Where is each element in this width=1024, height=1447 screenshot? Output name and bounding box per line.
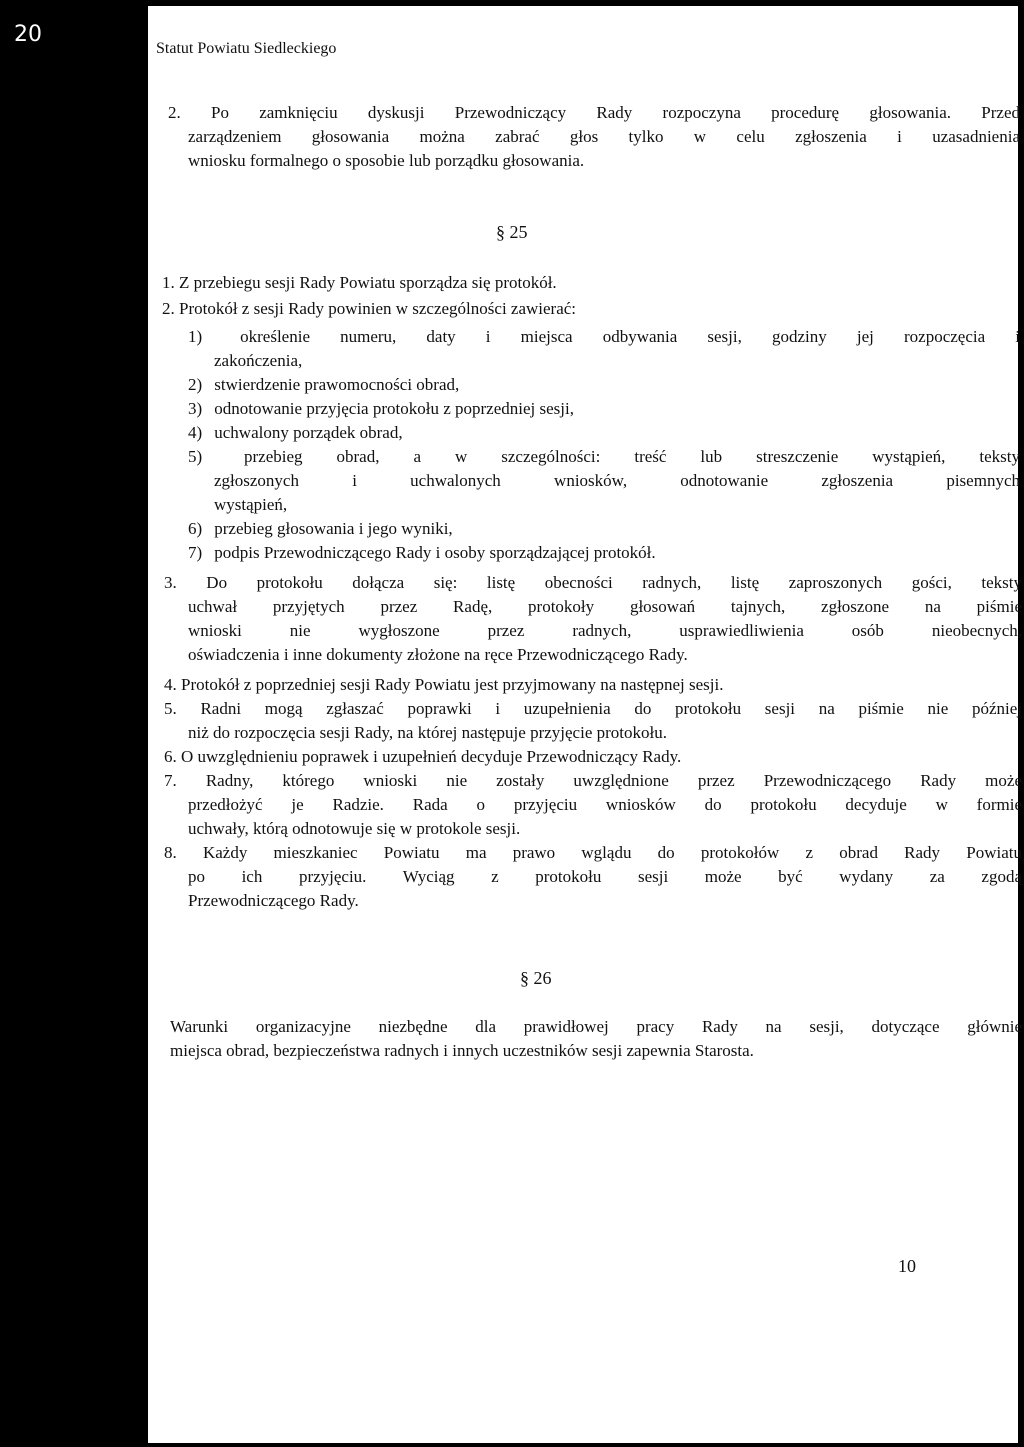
text-line: wnioski nie wygłoszone przez radnych, usprawiedliwienia osób nieobecnych, [188, 621, 1022, 640]
text-line: 3. Do protokołu dołącza się: listę obecności radnych, listę zaproszonych gości, teksty [164, 573, 1022, 592]
item-7-continuation: uchwały, którą odnotowuje się w protokole sesji. [188, 819, 521, 838]
item-6: 6. O uwzględnieniu poprawek i uzupełnień decyduje Przewodniczący Rady. [164, 747, 682, 766]
item-2-intro: 2. Protokół z sesji Rady powinien w szczególności zawierać: [162, 299, 577, 318]
text-line: zarządzeniem głosowania można zabrać głos tylko w celu zgłoszenia i uzasadnienia [188, 127, 1020, 146]
text-line: uchwał przyjętych przez Radę, protokoły głosowań tajnych, zgłoszone na piśmie [188, 597, 1022, 616]
scan-left-margin [0, 0, 148, 1447]
item-8: 8. Każdy mieszkaniec Powiatu ma prawo wglądu do protokołów z obrad Rady Powiatu [164, 843, 1022, 862]
text-line: oświadczenia i inne dokumenty złożone na ręce Przewodniczącego Rady. [188, 645, 688, 664]
handwritten-page-mark: 20 [14, 22, 42, 47]
running-header: Statut Powiatu Siedleckiego [156, 40, 337, 57]
item-8-continuation: Przewodniczącego Rady. [188, 891, 359, 910]
text-line: Warunki organizacyjne niezbędne dla prawidłowej pracy Rady na sesji, dotyczące głównie [170, 1017, 1022, 1036]
list-item: 2) stwierdzenie prawomocności obrad, [188, 375, 460, 394]
section-25-body [162, 272, 1022, 316]
item-5-continuation: niż do rozpoczęcia sesji Rady, na której następuje przyjęcie protokołu. [188, 723, 667, 742]
item-7-continuation: przedłożyć je Radzie. Rada o przyjęciu wniosków do protokołu decyduje w formie [188, 795, 1022, 814]
item-1: 1. Z przebiegu sesji Rady Powiatu sporządza się protokół. [162, 273, 557, 292]
items-4-to-8 [164, 674, 1022, 910]
list-item: 1) określenie numeru, daty i miejsca odbywania sesji, godziny jej rozpoczęcia i [188, 327, 1021, 346]
list-item-continuation: zakończenia, [214, 351, 303, 370]
item-7: 7. Radny, którego wnioski nie zostały uwzględnione przez Przewodniczącego Rady może [164, 771, 1022, 790]
document-page [148, 6, 1022, 1443]
section-25-heading: § 25 [496, 222, 528, 242]
text-line: wniosku formalnego o sposobie lub porządku głosowania. [188, 151, 585, 170]
item-5: 5. Radni mogą zgłaszać poprawki i uzupełnienia do protokołu sesji na piśmie nie później [164, 699, 1022, 718]
text-line: miejsca obrad, bezpieczeństwa radnych i innych uczestników sesji zapewnia Starosta. [170, 1041, 754, 1060]
page-number-footer: 10 [898, 1256, 916, 1276]
scan-bottom-edge [0, 1443, 1024, 1447]
item-4: 4. Protokół z poprzedniej sesji Rady Powiatu jest przyjmowany na następnej sesji. [164, 675, 724, 694]
list-item: 6) przebieg głosowania i jego wyniki, [188, 519, 453, 538]
list-item: 7) podpis Przewodniczącego Rady i osoby sporządzającej protokół. [188, 543, 656, 562]
item-2-list [188, 326, 1021, 562]
item-8-continuation: po ich przyjęciu. Wyciąg z protokołu sesji może być wydany za zgodą [188, 867, 1022, 886]
text-line: 2. Po zamknięciu dyskusji Przewodniczący Rady rozpoczyna procedurę głosowania. Przed [168, 103, 1020, 122]
list-item: 5) przebieg obrad, a w szczególności: treść lub streszczenie wystąpień, teksty [188, 447, 1021, 466]
list-item: 4) uchwalony porządek obrad, [188, 423, 403, 442]
section-26-body [170, 1016, 1022, 1060]
section-26-heading: § 26 [520, 968, 552, 988]
paragraph-24-item-2 [168, 102, 1020, 168]
list-item: 3) odnotowanie przyjęcia protokołu z poprzedniej sesji, [188, 399, 574, 418]
list-item-continuation: zgłoszonych i uchwalonych wniosków, odnotowanie zgłoszenia pisemnych [214, 471, 1020, 490]
list-item-continuation: wystąpień, [214, 495, 288, 514]
item-3 [164, 572, 1022, 664]
